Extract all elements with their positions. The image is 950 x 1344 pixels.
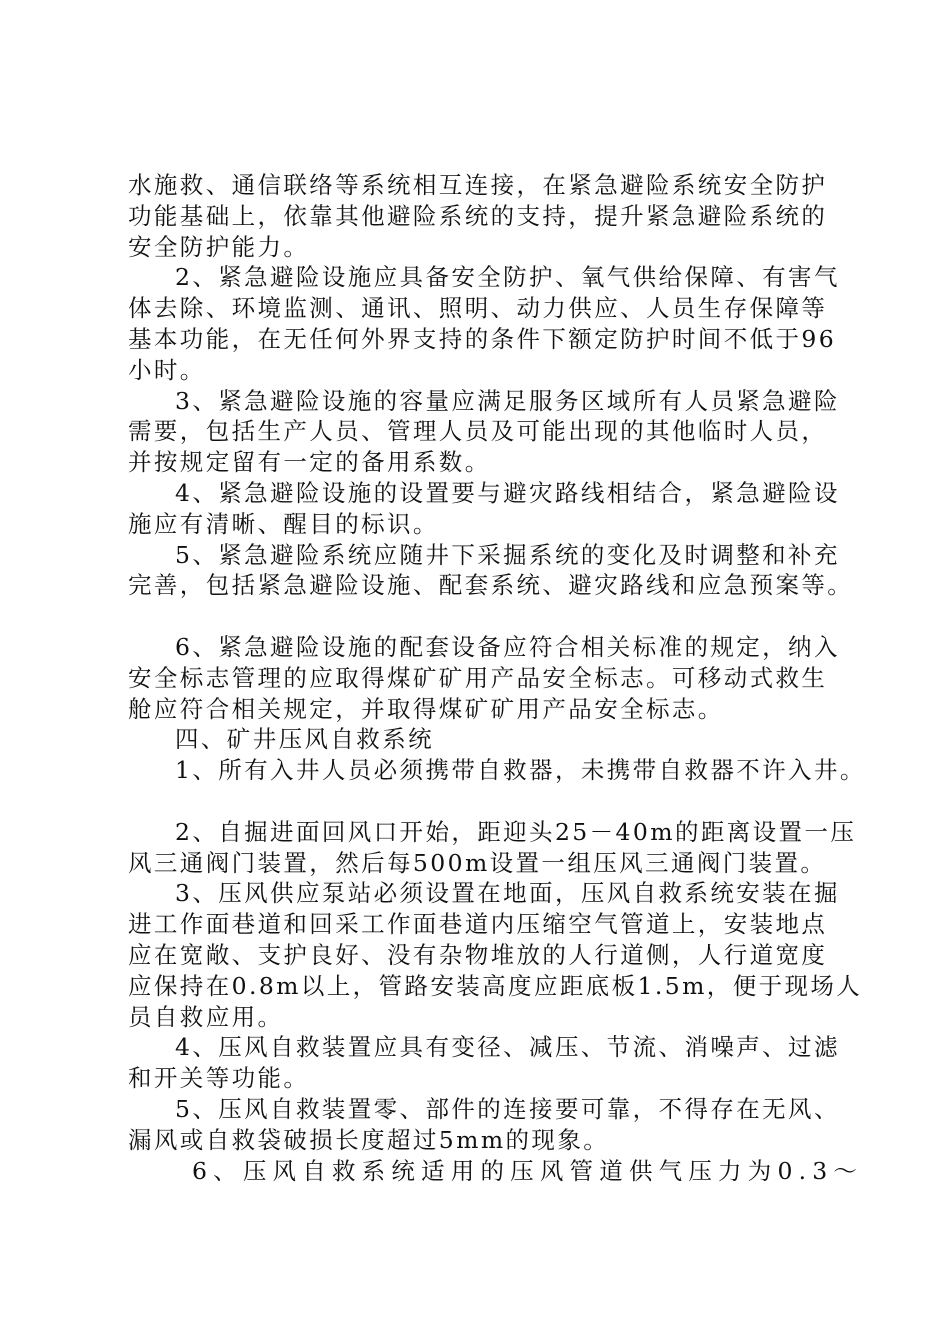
text-line: 漏风或自救袋破损长度超过5mm的现象。	[128, 1125, 610, 1154]
text-line: 员自救应用。	[128, 1002, 284, 1031]
text-line: 安全防护能力。	[128, 232, 310, 261]
document-body	[128, 170, 866, 1186]
paragraph-gap	[128, 786, 833, 817]
text-line: 6、紧急避险设施的配套设备应符合相关标准的规定，纳入	[175, 632, 840, 661]
text-line: 和开关等功能。	[128, 1064, 310, 1093]
text-line: 并按规定留有一定的备用系数。	[128, 448, 491, 477]
text-line: 5、压风自救装置零、部件的连接要可靠，不得存在无风、	[175, 1094, 840, 1123]
text-line: 应在宽敞、支护良好、没有杂物堆放的人行道侧，人行道宽度	[128, 940, 828, 969]
text-line: 功能基础上，依靠其他避险系统的支持，提升紧急避险系统的	[128, 201, 828, 230]
text-line: 3、压风供应泵站必须设置在地面，压风自救系统安装在掘	[175, 879, 840, 908]
text-line: 施应有清晰、醒目的标识。	[128, 509, 439, 538]
text-line: 6、压风自救系统适用的压风管道供气压力为0.3～	[192, 1156, 864, 1185]
text-line: 基本功能，在无任何外界支持的条件下额定防护时间不低于96	[128, 324, 837, 353]
text-line: 2、自掘进面回风口开始，距迎头25－40m的距离设置一压	[175, 817, 857, 846]
text-line: 进工作面巷道和回采工作面巷道内压缩空气管道上，安装地点	[128, 910, 828, 939]
text-line: 1、所有入井人员必须携带自救器，未携带自救器不许入井。	[175, 756, 866, 785]
text-line: 安全标志管理的应取得煤矿矿用产品安全标志。可移动式救生	[128, 663, 828, 692]
text-line: 应保持在0.8m以上，管路安装高度应距底板1.5m，便于现场人	[128, 971, 863, 1000]
text-line: 4、压风自救装置应具有变径、减压、节流、消噪声、过滤	[175, 1033, 840, 1062]
text-line: 5、紧急避险系统应随井下采掘系统的变化及时调整和补充	[175, 540, 840, 569]
text-line: 完善，包括紧急避险设施、配套系统、避灾路线和应急预案等。	[128, 571, 854, 600]
text-line: 舱应符合相关规定，并取得煤矿矿用产品安全标志。	[128, 694, 724, 723]
text-line: 3、紧急避险设施的容量应满足服务区域所有人员紧急避险	[175, 386, 840, 415]
text-line: 小时。	[128, 355, 206, 384]
paragraph-gap	[128, 601, 833, 632]
section-heading: 四、矿井压风自救系统	[175, 725, 434, 754]
text-line: 风三通阀门装置，然后每500m设置一组压风三通阀门装置。	[128, 848, 827, 877]
text-line: 体去除、环境监测、通讯、照明、动力供应、人员生存保障等	[128, 294, 828, 323]
text-line: 需要，包括生产人员、管理人员及可能出现的其他临时人员，	[128, 417, 828, 446]
text-line: 4、紧急避险设施的设置要与避灾路线相结合，紧急避险设	[175, 478, 840, 507]
text-line: 水施救、通信联络等系统相互连接，在紧急避险系统安全防护	[128, 171, 828, 199]
text-line: 2、紧急避险设施应具备安全防护、氧气供给保障、有害气	[175, 263, 840, 292]
